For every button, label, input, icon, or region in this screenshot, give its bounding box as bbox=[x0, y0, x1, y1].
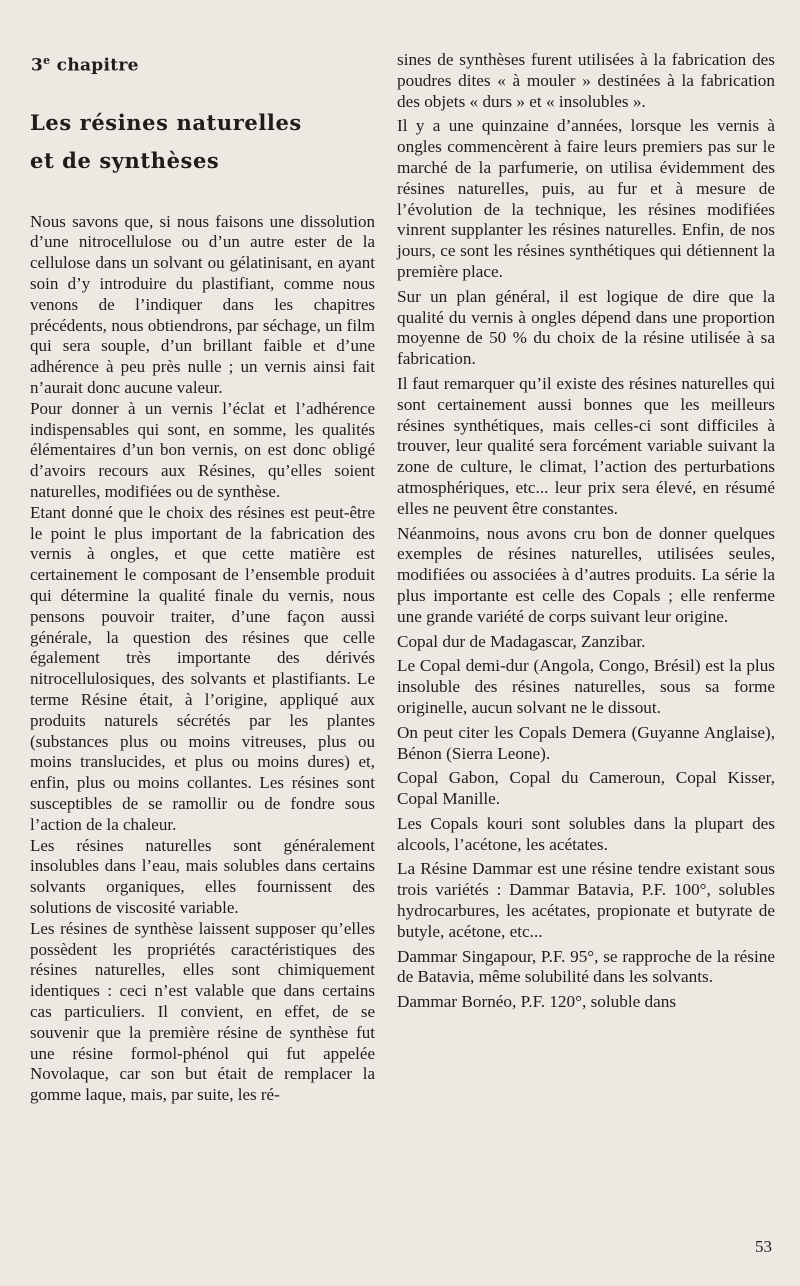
left-column bbox=[30, 50, 375, 1106]
paragraph: Pour donner à un vernis l’éclat et l’adhérence indispensables qui sont, en somme, les qualités élémentaires d’un bon vernis, on est donc obligé d’avoirs recours aux Résines, qu’elles soient naturelles, modifiées ou de synthèse. bbox=[30, 398, 375, 502]
paragraph: Sur un plan général, il est logique de dire que la qualité du vernis à ongles dépend dans une proportion moyenne de 50 % du choix de la résine utilisée à sa fabrication. bbox=[397, 286, 775, 369]
title-line-1: Les résines naturelles bbox=[30, 109, 302, 135]
paragraph: Les résines de synthèse laissent supposer qu’elles possèdent les propriétés caractéristiques des résines naturelles, elles sont chimiquement identiques : ceci n’est valable que dans certains cas particuliers. Il convient, en effet, de se souvenir que la première résine de synthèse fut une résine formol-phénol qui fut appelée Novolaque, car son but était de remplacer la gomme laque, mais, par suite, les ré- bbox=[30, 918, 375, 1105]
paragraph: Il faut remarquer qu’il existe des résines naturelles qui sont certainement aussi bonnes que les meilleurs résines synthétiques, mais celles-ci sont difficiles à trouver, leur qualité sera forcément variable suivant la zone de culture, le climat, l’action des perturbations atmosphériques, etc... leur prix sera élevé, en résumé elles ne peuvent être constantes. bbox=[397, 373, 775, 518]
paragraph: Il y a une quinzaine d’années, lorsque les vernis à ongles commencèrent à faire leurs premiers pas sur le marché de la parfumerie, on utilisa évidemment des résines naturelles, puis, au fur et à mesure de l’évolution de la technique, les résines modifiées vinrent supplanter les résines naturelles. Enfin, de nos jours, ce sont les résines synthétiques qui détiennent la première place. bbox=[397, 116, 775, 281]
paragraph: sines de synthèses furent utilisées à la fabrication des poudres dites « à mouler » destinées à la fabrication des objets « durs » et « insolubles ». bbox=[397, 50, 775, 111]
paragraph: Copal dur de Madagascar, Zanzibar. bbox=[397, 631, 646, 651]
paragraph: Dammar Singapour, P.F. 95°, se rapproche de la résine de Batavia, même solubilité dans les solvants. bbox=[397, 946, 775, 987]
paragraph: Le Copal demi-dur (Angola, Congo, Brésil) est la plus insoluble des résines naturelles, sous sa forme originelle, aucun solvant ne le dissout. bbox=[397, 656, 775, 717]
paragraph: On peut citer les Copals Demera (Guyanne Anglaise), Bénon (Sierra Leone). bbox=[397, 722, 775, 763]
paragraph: Les Copals kouri sont solubles dans la plupart des alcools, l’acétone, les acétates. bbox=[397, 813, 775, 854]
paragraph: Nous savons que, si nous faisons une dissolution d’une nitrocellulose ou d’un autre ester de la cellulose dans un solvant ou gélatinisant, en ayant soin d’y introduire du plastifiant, comme nous venons de l’indiquer dans les chapitres précédents, nous obtiendrons, par séchage, un film qui sera souple, d’un brillant faible et d’une adhérence à peu près nulle ; un vernis ainsi fait n’aurait donc aucune valeur. bbox=[30, 211, 375, 398]
paragraph: Les résines naturelles sont généralement insolubles dans l’eau, mais solubles dans certains solvants organiques, elles fournissent des solutions de viscosité variable. bbox=[30, 835, 375, 917]
page-title bbox=[30, 104, 375, 180]
page-number: 53 bbox=[755, 1237, 772, 1256]
paragraph: Dammar Bornéo, P.F. 120°, soluble dans bbox=[397, 992, 677, 1012]
title-line-2: et de synthèses bbox=[30, 147, 220, 173]
paragraph: Néanmoins, nous avons cru bon de donner quelques exemples de résines naturelles, utilisées seules, modifiées ou associées à d’autres produits. La série la plus importante est celle des Copals ; elle renferme une grande variété de corps suivant leur origine. bbox=[397, 523, 775, 626]
paragraph: La Résine Dammar est une résine tendre existant sous trois variétés : Dammar Batavia, P.F. 100°, solubles hydrocarbures, les acétates, propionate et butyrate de butyle, acétone, etc... bbox=[397, 859, 775, 941]
chapter-label: 3e chapitre bbox=[31, 54, 139, 76]
right-column bbox=[397, 50, 775, 1017]
paragraph: Etant donné que le choix des résines est peut-être le point le plus important de la fabrication des vernis à ongles, et que cette matière est certainement le composant de l’ensemble produit qui détermine la qualité finale du vernis, nous pensons pouvoir traiter, d’une façon aussi générale, la question des résines que celle également très importante des dérivés nitrocellulosiques, des solvants et plastifiants. Le terme Résine était, à l’origine, appliqué aux produits naturels sécrétés par les plantes (substances plus ou moins vitreuses, plus ou moins translucides, et plus ou moins dures) et, enfin, plus ou moins collantes. Les résines sont susceptibles de se ramollir ou de fondre sous l’action de la chaleur. bbox=[30, 502, 375, 834]
paragraph: Copal Gabon, Copal du Cameroun, Copal Kisser, Copal Manille. bbox=[397, 768, 775, 809]
